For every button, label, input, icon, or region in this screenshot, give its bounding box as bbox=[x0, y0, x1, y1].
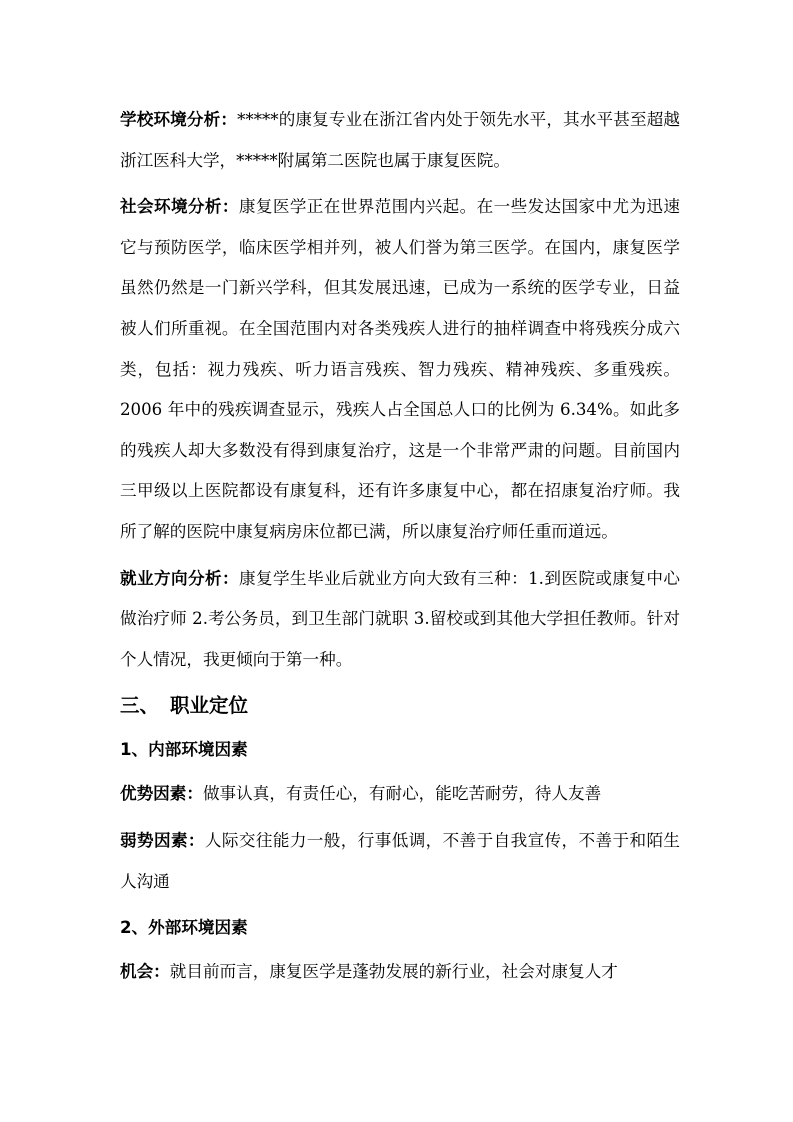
weakness-label: 弱势因素： bbox=[120, 830, 205, 850]
strengths-label: 优势因素： bbox=[120, 784, 203, 804]
weakness-text: 人际交往能力一般，行事低调，不善于自我宣传，不善于和陌生人沟通 bbox=[120, 830, 681, 891]
weakness-paragraph bbox=[120, 821, 680, 902]
strengths-text: 做事认真，有责任心，有耐心，能吃苦耐劳，待人友善 bbox=[202, 784, 602, 804]
document-page bbox=[120, 100, 680, 999]
external-factors-heading: 2、外部环境因素 bbox=[120, 918, 248, 938]
school-environment-text: *****的康复专业在浙江省内处于领先水平，其水平甚至超越浙江医科大学，*****附属第二医院也属于康复医院。 bbox=[120, 110, 681, 170]
opportunity-label: 机会： bbox=[120, 962, 170, 982]
career-direction-text: 康复学生毕业后就业方向大致有三种：1.到医院或康复中心做治疗师 2.考公务员，到卫生部门就职 3.留校或到其他大学担任教师。针对个人情况，我更倾向于第一种。 bbox=[120, 568, 680, 669]
opportunity-paragraph bbox=[120, 952, 680, 993]
social-environment-paragraph bbox=[120, 187, 680, 552]
social-environment-text: 康复医学正在世界范围内兴起。在一些发达国家中尤为迅速它与预防医学，临床医学相并列，被人们誉为第三医学。在国内，康复医学虽然仍然是一门新兴学科，但其发展迅速，已成为一系统的医学专业，日益被人们所重视。在全国范围内对各类残疾人进行的抽样调查中将残疾分成六类，包括：视力残疾、听力语言残疾、智力残疾、精神残疾、多重残疾。2006 年中的残疾调查显示，残疾人占全国总人口的比例为 6.34%。如此多的残疾人却大多数没有得到康复治疗，这是一个非常严肃的问题。目前国内三甲级以上医院都设有康复科，还有许多康复中心，都在招康复治疗师。我所了解的医院中康复病房床位都已满，所以康复治疗师任重而道远。 bbox=[120, 197, 681, 541]
school-environment-label: 学校环境分析： bbox=[120, 110, 238, 129]
social-environment-label: 社会环境分析： bbox=[120, 197, 239, 217]
section-title: 职业定位 bbox=[170, 694, 249, 718]
career-direction-paragraph bbox=[120, 559, 680, 681]
opportunity-text: 就目前而言，康复医学是蓬勃发展的新行业，社会对康复人才 bbox=[169, 962, 618, 982]
school-environment-paragraph bbox=[120, 100, 680, 181]
section-heading-career-positioning bbox=[120, 686, 680, 726]
strengths-paragraph bbox=[120, 774, 680, 815]
section-number: 三、 bbox=[120, 694, 160, 718]
career-direction-label: 就业方向分析： bbox=[120, 568, 240, 588]
internal-factors-heading: 1、内部环境因素 bbox=[120, 740, 248, 760]
